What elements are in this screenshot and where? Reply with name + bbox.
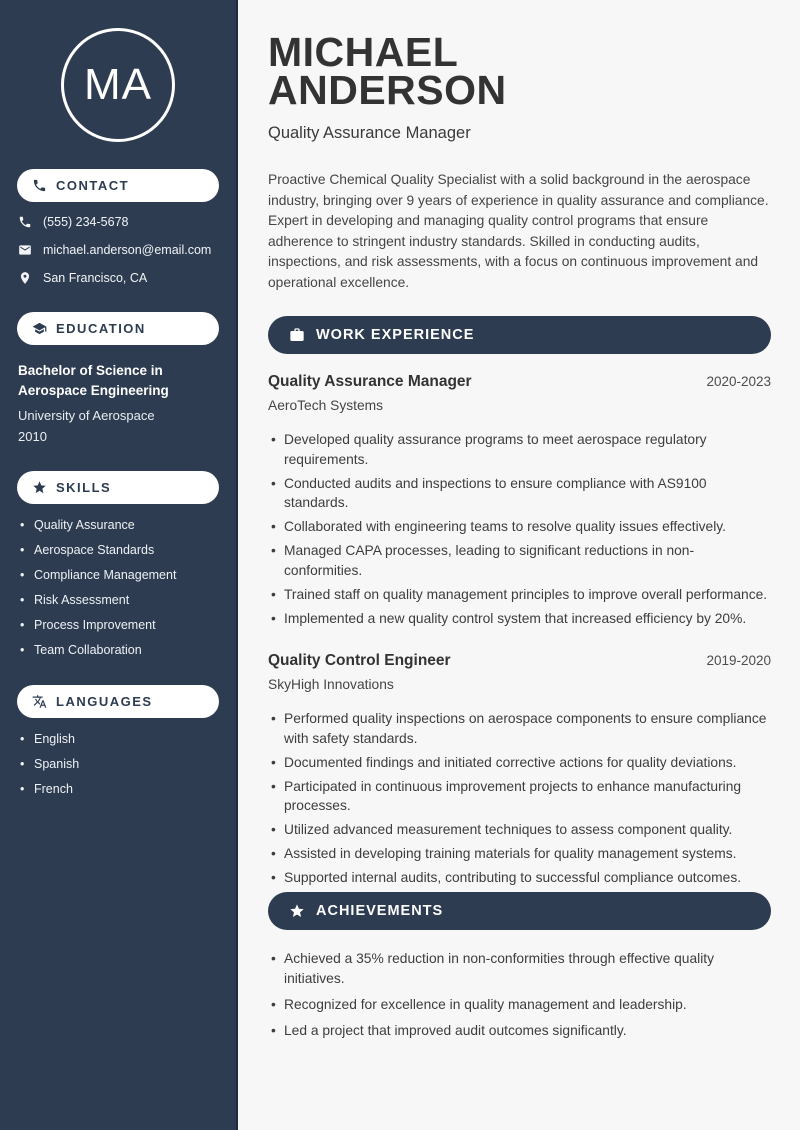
- job-entry: [268, 373, 771, 628]
- job-bullet: • Collaborated with engineering teams to resolve quality issues effectively.: [268, 517, 771, 537]
- contact-section-title: CONTACT: [56, 178, 130, 193]
- work-experience-header: [268, 316, 771, 354]
- main-content: [238, 0, 800, 1130]
- job-bullet: • Performed quality inspections on aerospace components to ensure compliance with safety standards.: [268, 709, 771, 748]
- star-icon: [32, 480, 47, 495]
- job-bullet: • Participated in continuous improvement projects to enhance manufacturing processes.: [268, 777, 771, 816]
- envelope-icon: [18, 243, 32, 257]
- contact-phone-row: [18, 215, 218, 229]
- skill-item: • Compliance Management: [20, 568, 218, 583]
- job-bullet: • Documented findings and initiated corrective actions for quality deviations.: [268, 753, 771, 773]
- job-bullet: • Managed CAPA processes, leading to significant reductions in non-conformities.: [268, 541, 771, 580]
- job-bullet: • Supported internal audits, contributing to successful compliance outcomes.: [268, 868, 771, 888]
- contact-email-value: michael.anderson@email.com: [43, 243, 212, 257]
- education-degree: Bachelor of Science in Aerospace Engineering: [18, 363, 169, 398]
- education-section-title: EDUCATION: [56, 321, 146, 336]
- achievement-bullet: • Achieved a 35% reduction in non-conformities through effective quality initiatives.: [268, 949, 771, 988]
- sidebar: [0, 0, 238, 1130]
- contact-phone-value: (555) 234-5678: [43, 215, 129, 229]
- avatar-initials: MA: [84, 60, 152, 109]
- job-bullet: • Assisted in developing training materials for quality management systems.: [268, 844, 771, 864]
- phone-icon: [18, 215, 32, 229]
- job-position-title: Quality Control Engineer: [268, 652, 451, 669]
- languages-section-header: [17, 685, 219, 718]
- skills-section-header: [17, 471, 219, 504]
- achievements-header: [268, 892, 771, 930]
- work-experience-title: WORK EXPERIENCE: [316, 327, 475, 343]
- language-item: • English: [20, 732, 218, 747]
- achievement-bullet: • Recognized for excellence in quality management and leadership.: [268, 995, 771, 1015]
- phone-icon: [32, 178, 47, 193]
- job-bullet: • Developed quality assurance programs to meet aerospace regulatory requirements.: [268, 430, 771, 469]
- language-item: • French: [20, 782, 218, 797]
- skill-item: • Quality Assurance: [20, 518, 218, 533]
- education-section-header: [17, 312, 219, 345]
- job-bullet-list: [268, 430, 771, 628]
- job-bullet: • Conducted audits and inspections to ensure compliance with AS9100 standards.: [268, 474, 771, 513]
- job-position-title: Quality Assurance Manager: [268, 373, 472, 390]
- job-company: AeroTech Systems: [268, 398, 384, 413]
- education-year: 2010: [18, 429, 47, 444]
- job-entry: [268, 652, 771, 888]
- education-school: University of Aerospace: [18, 408, 155, 423]
- skill-item: • Risk Assessment: [20, 593, 218, 608]
- last-name: ANDERSON: [268, 67, 507, 113]
- skills-section-title: SKILLS: [56, 480, 112, 495]
- achievement-bullet: • Led a project that improved audit outcomes significantly.: [268, 1021, 771, 1041]
- skill-item: • Team Collaboration: [20, 643, 218, 658]
- language-item: • Spanish: [20, 757, 218, 772]
- contact-location-row: [18, 271, 218, 285]
- job-company: SkyHigh Innovations: [268, 677, 394, 692]
- job-dates: 2020-2023: [706, 374, 771, 389]
- job-bullet: • Implemented a new quality control system that increased efficiency by 20%.: [268, 609, 771, 629]
- skills-list: [0, 518, 236, 658]
- skill-item: • Aerospace Standards: [20, 543, 218, 558]
- professional-summary: Proactive Chemical Quality Specialist with a solid background in the aerospace industry, bringing over 9 years of experience in quality assurance and compliance. Expert in developing and managing quality control programs that ensure adherence to stringent industry standards. Skilled in conducting audits, inspections, and risk assessments, with a focus on continuous improvement and operational excellence.: [268, 172, 769, 290]
- achievements-list: [268, 949, 771, 1040]
- job-header: [268, 373, 771, 391]
- location-pin-icon: [18, 271, 32, 285]
- contact-section-header: [17, 169, 219, 202]
- first-name: MICHAEL: [268, 29, 459, 75]
- contact-location-value: San Francisco, CA: [43, 271, 148, 285]
- briefcase-icon: [289, 327, 305, 343]
- languages-section-title: LANGUAGES: [56, 694, 153, 709]
- star-icon: [289, 903, 305, 919]
- job-bullet: • Trained staff on quality management principles to improve overall performance.: [268, 585, 771, 605]
- job-bullet: • Utilized advanced measurement techniques to assess component quality.: [268, 820, 771, 840]
- translate-icon: [32, 694, 47, 709]
- achievements-title: ACHIEVEMENTS: [316, 903, 444, 919]
- current-job-title: Quality Assurance Manager: [268, 124, 471, 142]
- job-header: [268, 652, 771, 670]
- job-bullet-list: [268, 709, 771, 888]
- job-dates: 2019-2020: [706, 653, 771, 668]
- name-heading: [268, 29, 771, 113]
- contact-list: [0, 215, 236, 285]
- education-entry: [0, 361, 236, 444]
- skill-item: • Process Improvement: [20, 618, 218, 633]
- languages-list: [0, 732, 236, 797]
- avatar: [61, 28, 175, 142]
- contact-email-row: [18, 243, 218, 257]
- graduation-cap-icon: [32, 321, 47, 336]
